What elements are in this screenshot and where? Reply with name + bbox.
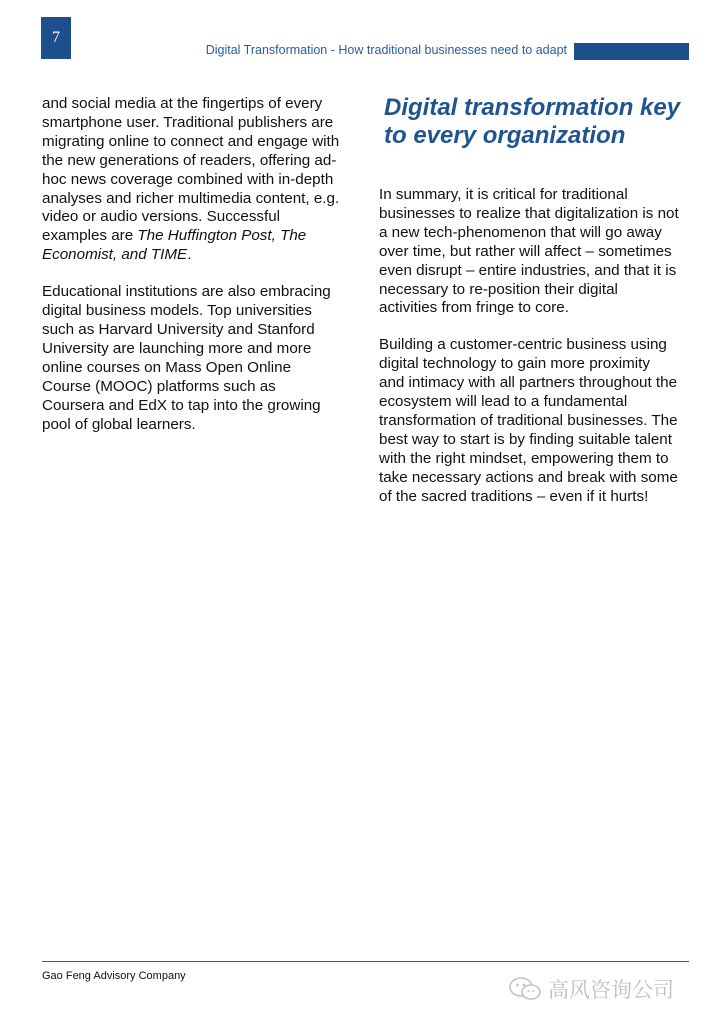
watermark-text: 高风咨询公司 bbox=[548, 979, 674, 1002]
wechat-icon bbox=[508, 976, 542, 1002]
right-paragraph-1: In summary, it is critical for traditional businesses to realize that digitalization is not a new tech-phenomenon that will go away over time, but rather will affect – sometimes even disrupt – entire industries, and that it is necessary to re-position their digital activities from fringe to core. bbox=[379, 186, 679, 317]
left-paragraph-1-text: and social media at the fingertips of every smartphone user. Traditional publishers are migrating online to connect and engage with the new generations of readers, offering ad-hoc news coverage combined with in-depth analyses and richer multimedia content, e.g. video or audio versions. Successful examples are bbox=[42, 95, 340, 245]
footer-divider bbox=[42, 961, 689, 962]
section-heading: Digital transformation key to every organization bbox=[384, 94, 681, 149]
left-column bbox=[42, 95, 342, 452]
right-column bbox=[379, 186, 679, 525]
wechat-watermark bbox=[508, 974, 674, 1004]
footer-company: Gao Feng Advisory Company bbox=[42, 970, 186, 982]
page-number-badge bbox=[41, 17, 71, 59]
running-header-title: Digital Transformation - How traditional businesses need to adapt bbox=[205, 43, 567, 57]
right-paragraph-2: Building a customer-centric business using digital technology to gain more proximity and intimacy with all partners throughout the ecosystem will lead to a fundamental transformation of traditional businesses. The best way to start is by finding suitable talent with the right mindset, empowering them to take necessary actions and break with some of the sacred traditions – even if it hurts! bbox=[379, 336, 678, 505]
left-paragraph-2: Educational institutions are also embracing digital business models. Top universities such as Harvard University and Stanford University are launching more and more online courses on Mass Open Online Course (MOOC) platforms such as Coursera and EdX to tap into the growing pool of global learners. bbox=[42, 283, 331, 433]
left-paragraph-1-examples: The Huffington Post, The Economist, and TIME bbox=[42, 227, 307, 264]
left-paragraph-1-end: . bbox=[187, 246, 192, 264]
left-paragraph-1 bbox=[42, 95, 342, 265]
header-accent-bar bbox=[574, 43, 689, 60]
page-number: 7 bbox=[52, 29, 60, 46]
